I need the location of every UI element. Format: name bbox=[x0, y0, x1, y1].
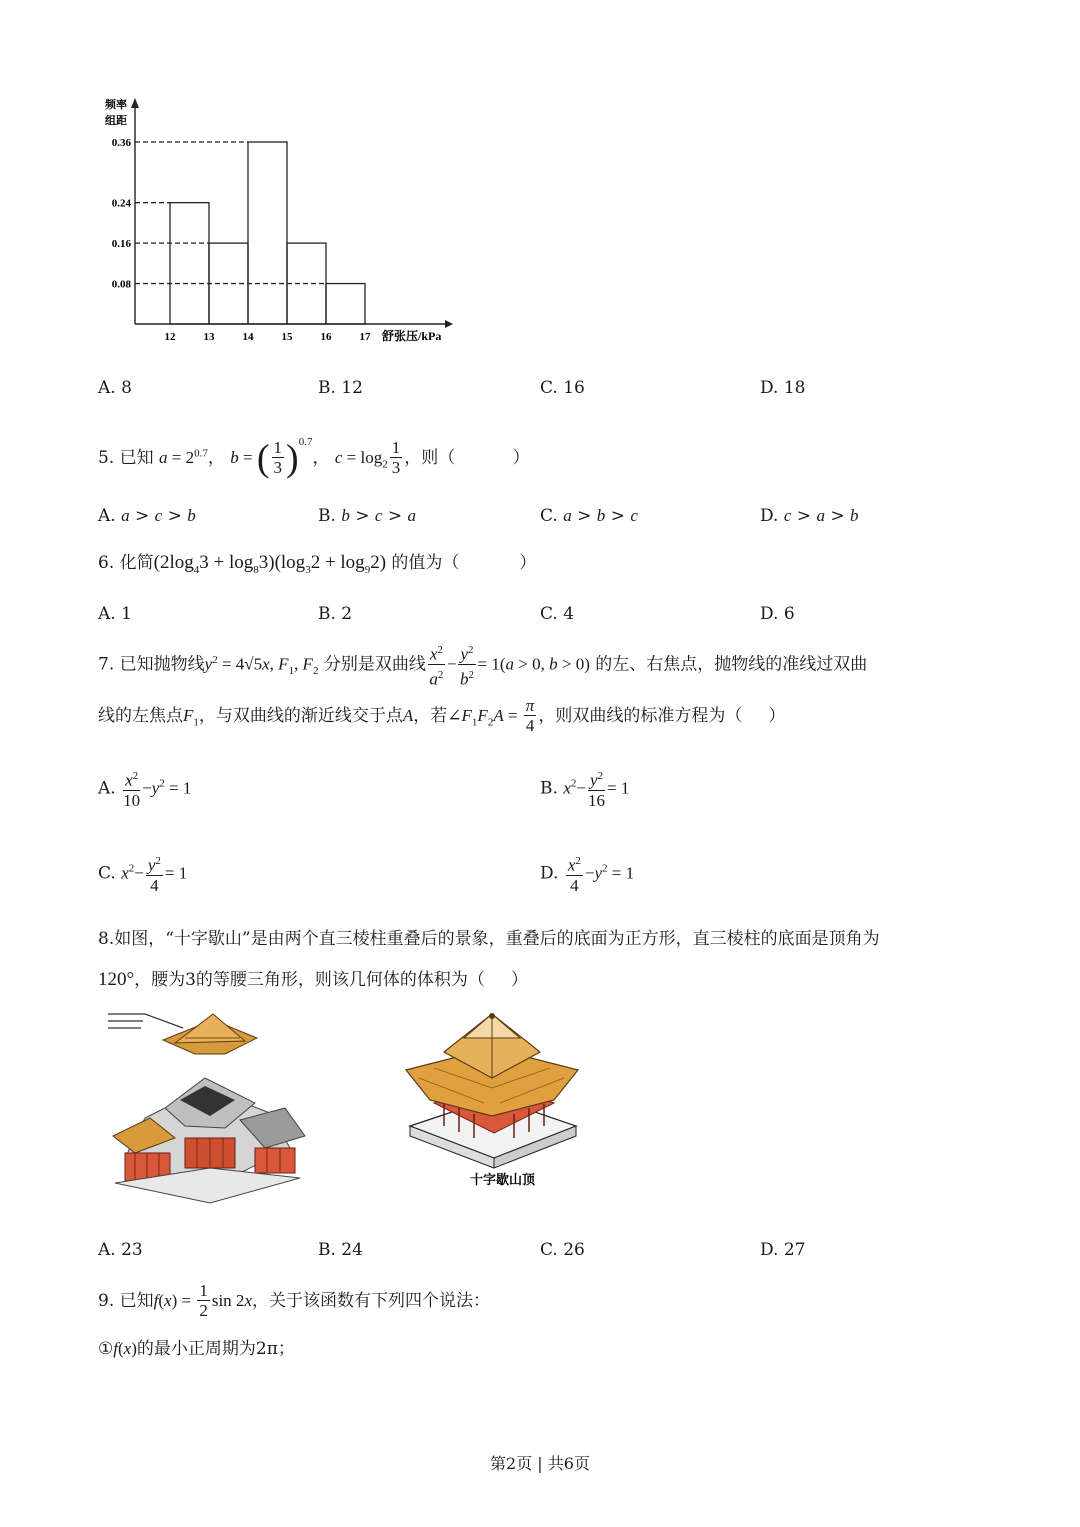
q6-option-b[interactable]: B. 2 bbox=[318, 604, 353, 624]
q5-option-b[interactable]: B. b > c > a bbox=[318, 506, 416, 526]
q7-option-c[interactable]: C. $x^2-$ $\frac{y^2}{4}$ = 1 bbox=[98, 852, 187, 896]
q8-stem-line1: 8.如图，“十字歇山”是由两个直三棱柱重叠后的景象，重叠后的底面为正方形，直三棱柱的底面是顶角为 bbox=[98, 929, 880, 949]
y-tick-label: 0.08 bbox=[111, 278, 131, 291]
histogram-chart bbox=[95, 92, 475, 354]
q8-option-c[interactable]: C. 26 bbox=[540, 1240, 585, 1260]
histogram-bar bbox=[326, 284, 365, 324]
histogram-bar bbox=[170, 203, 209, 324]
q8-option-d[interactable]: D. 27 bbox=[760, 1240, 806, 1260]
x-tick-label: 15 bbox=[281, 331, 293, 343]
palace-cutaway-illustration bbox=[105, 1008, 310, 1208]
q5-option-a[interactable]: A. a > c > b bbox=[98, 506, 196, 526]
q5-stem: 5. 已知 $a = 2^{0.7}$， b = ( $\frac{1}{3}$ )$^{0.7}$， $c = \log_2$ $\frac{1}{3}$ ，则（ ） bbox=[98, 436, 530, 480]
histogram-bar bbox=[248, 142, 287, 324]
x-tick-label: 13 bbox=[203, 331, 215, 343]
y-axis-label-top: 频率 bbox=[105, 99, 127, 111]
legend-scribble bbox=[108, 1014, 183, 1028]
q5-option-d[interactable]: D. c > a > b bbox=[760, 506, 859, 526]
q7-option-b[interactable]: B. $x^2-$ $\frac{y^2}{16}$ = 1 bbox=[540, 767, 629, 811]
y-tick-label: 0.36 bbox=[111, 137, 131, 149]
cross-hip-gable-roof-illustration bbox=[404, 1008, 580, 1188]
q7-number: 7. bbox=[98, 654, 115, 675]
q8-stem-line2: 120°，腰为3的等腰三角形，则该几何体的体积为（ ） bbox=[98, 969, 528, 990]
figure-caption: 十字歇山顶 bbox=[470, 1172, 536, 1187]
q5-option-c[interactable]: C. a > b > c bbox=[540, 506, 638, 526]
q6-option-c[interactable]: C. 4 bbox=[540, 604, 575, 624]
x-tick-label: 14 bbox=[242, 331, 254, 343]
q4-option-b[interactable]: B. 12 bbox=[318, 378, 363, 398]
x-axis-label: 舒张压/kPa bbox=[382, 329, 442, 343]
y-axis-arrow bbox=[131, 98, 139, 108]
y-tick-label: 0.24 bbox=[111, 197, 131, 210]
q9-stem: 9. 已知f(x) = $\frac{1}{2}$ sin 2x，关于该函数有下列四个说法： bbox=[98, 1281, 490, 1320]
q4-option-d[interactable]: D. 18 bbox=[760, 378, 806, 398]
q4-option-a[interactable]: A. 8 bbox=[98, 378, 132, 398]
q6-number: 6. bbox=[98, 553, 115, 573]
q8-number: 8. bbox=[98, 929, 115, 949]
q9-number: 9. bbox=[98, 1291, 115, 1311]
q6-option-a[interactable]: A. 1 bbox=[98, 604, 132, 624]
q7-stem-line2: 线的左焦点$F_1$，与双曲线的渐近线交于点A，若$\angle F_1F_2A$ = $\frac{\pi}{4}$ ，则双曲线的标准方程为（ ） bbox=[98, 696, 786, 735]
q8-option-a[interactable]: A. 23 bbox=[98, 1240, 143, 1260]
x-axis-arrow bbox=[445, 320, 453, 328]
q7-option-d[interactable]: D. $\frac{x^2}{4}$ $-y^2 = 1$ bbox=[540, 852, 634, 896]
x-tick-label: 16 bbox=[320, 331, 332, 343]
q5-number: 5. bbox=[98, 448, 115, 468]
q7-stem-line1: 7. 已知抛物线$y^2 = 4√5x$, $F_1$, $F_2$ 分别是双曲线 $\frac{x^2}{a^2}$ − $\frac{y^2}{b^2}$ = 1(a > 0, b > 0) 的左、右焦点，抛物线的准线过双曲 bbox=[98, 641, 867, 689]
q4-option-c[interactable]: C. 16 bbox=[540, 378, 585, 398]
y-tick-label: 0.16 bbox=[111, 238, 131, 251]
y-axis-label-bottom: 组距 bbox=[105, 115, 127, 127]
x-tick-label: 17 bbox=[359, 331, 371, 343]
page-footer: 第2页 | 共6页 bbox=[490, 1454, 590, 1473]
q6-option-d[interactable]: D. 6 bbox=[760, 604, 795, 624]
q9-statement-1: ①f(x)的最小正周期为2π； bbox=[98, 1339, 295, 1359]
q6-stem: 6. 化简$(2\log_43 + \log_83)(\log_32 + \log_92)$ 的值为（ ） bbox=[98, 552, 537, 576]
q8-option-b[interactable]: B. 24 bbox=[318, 1240, 363, 1260]
q7-option-a[interactable]: A. $\frac{x^2}{10}$ $-y^2 = 1$ bbox=[98, 767, 191, 811]
x-tick-label: 12 bbox=[164, 331, 176, 343]
